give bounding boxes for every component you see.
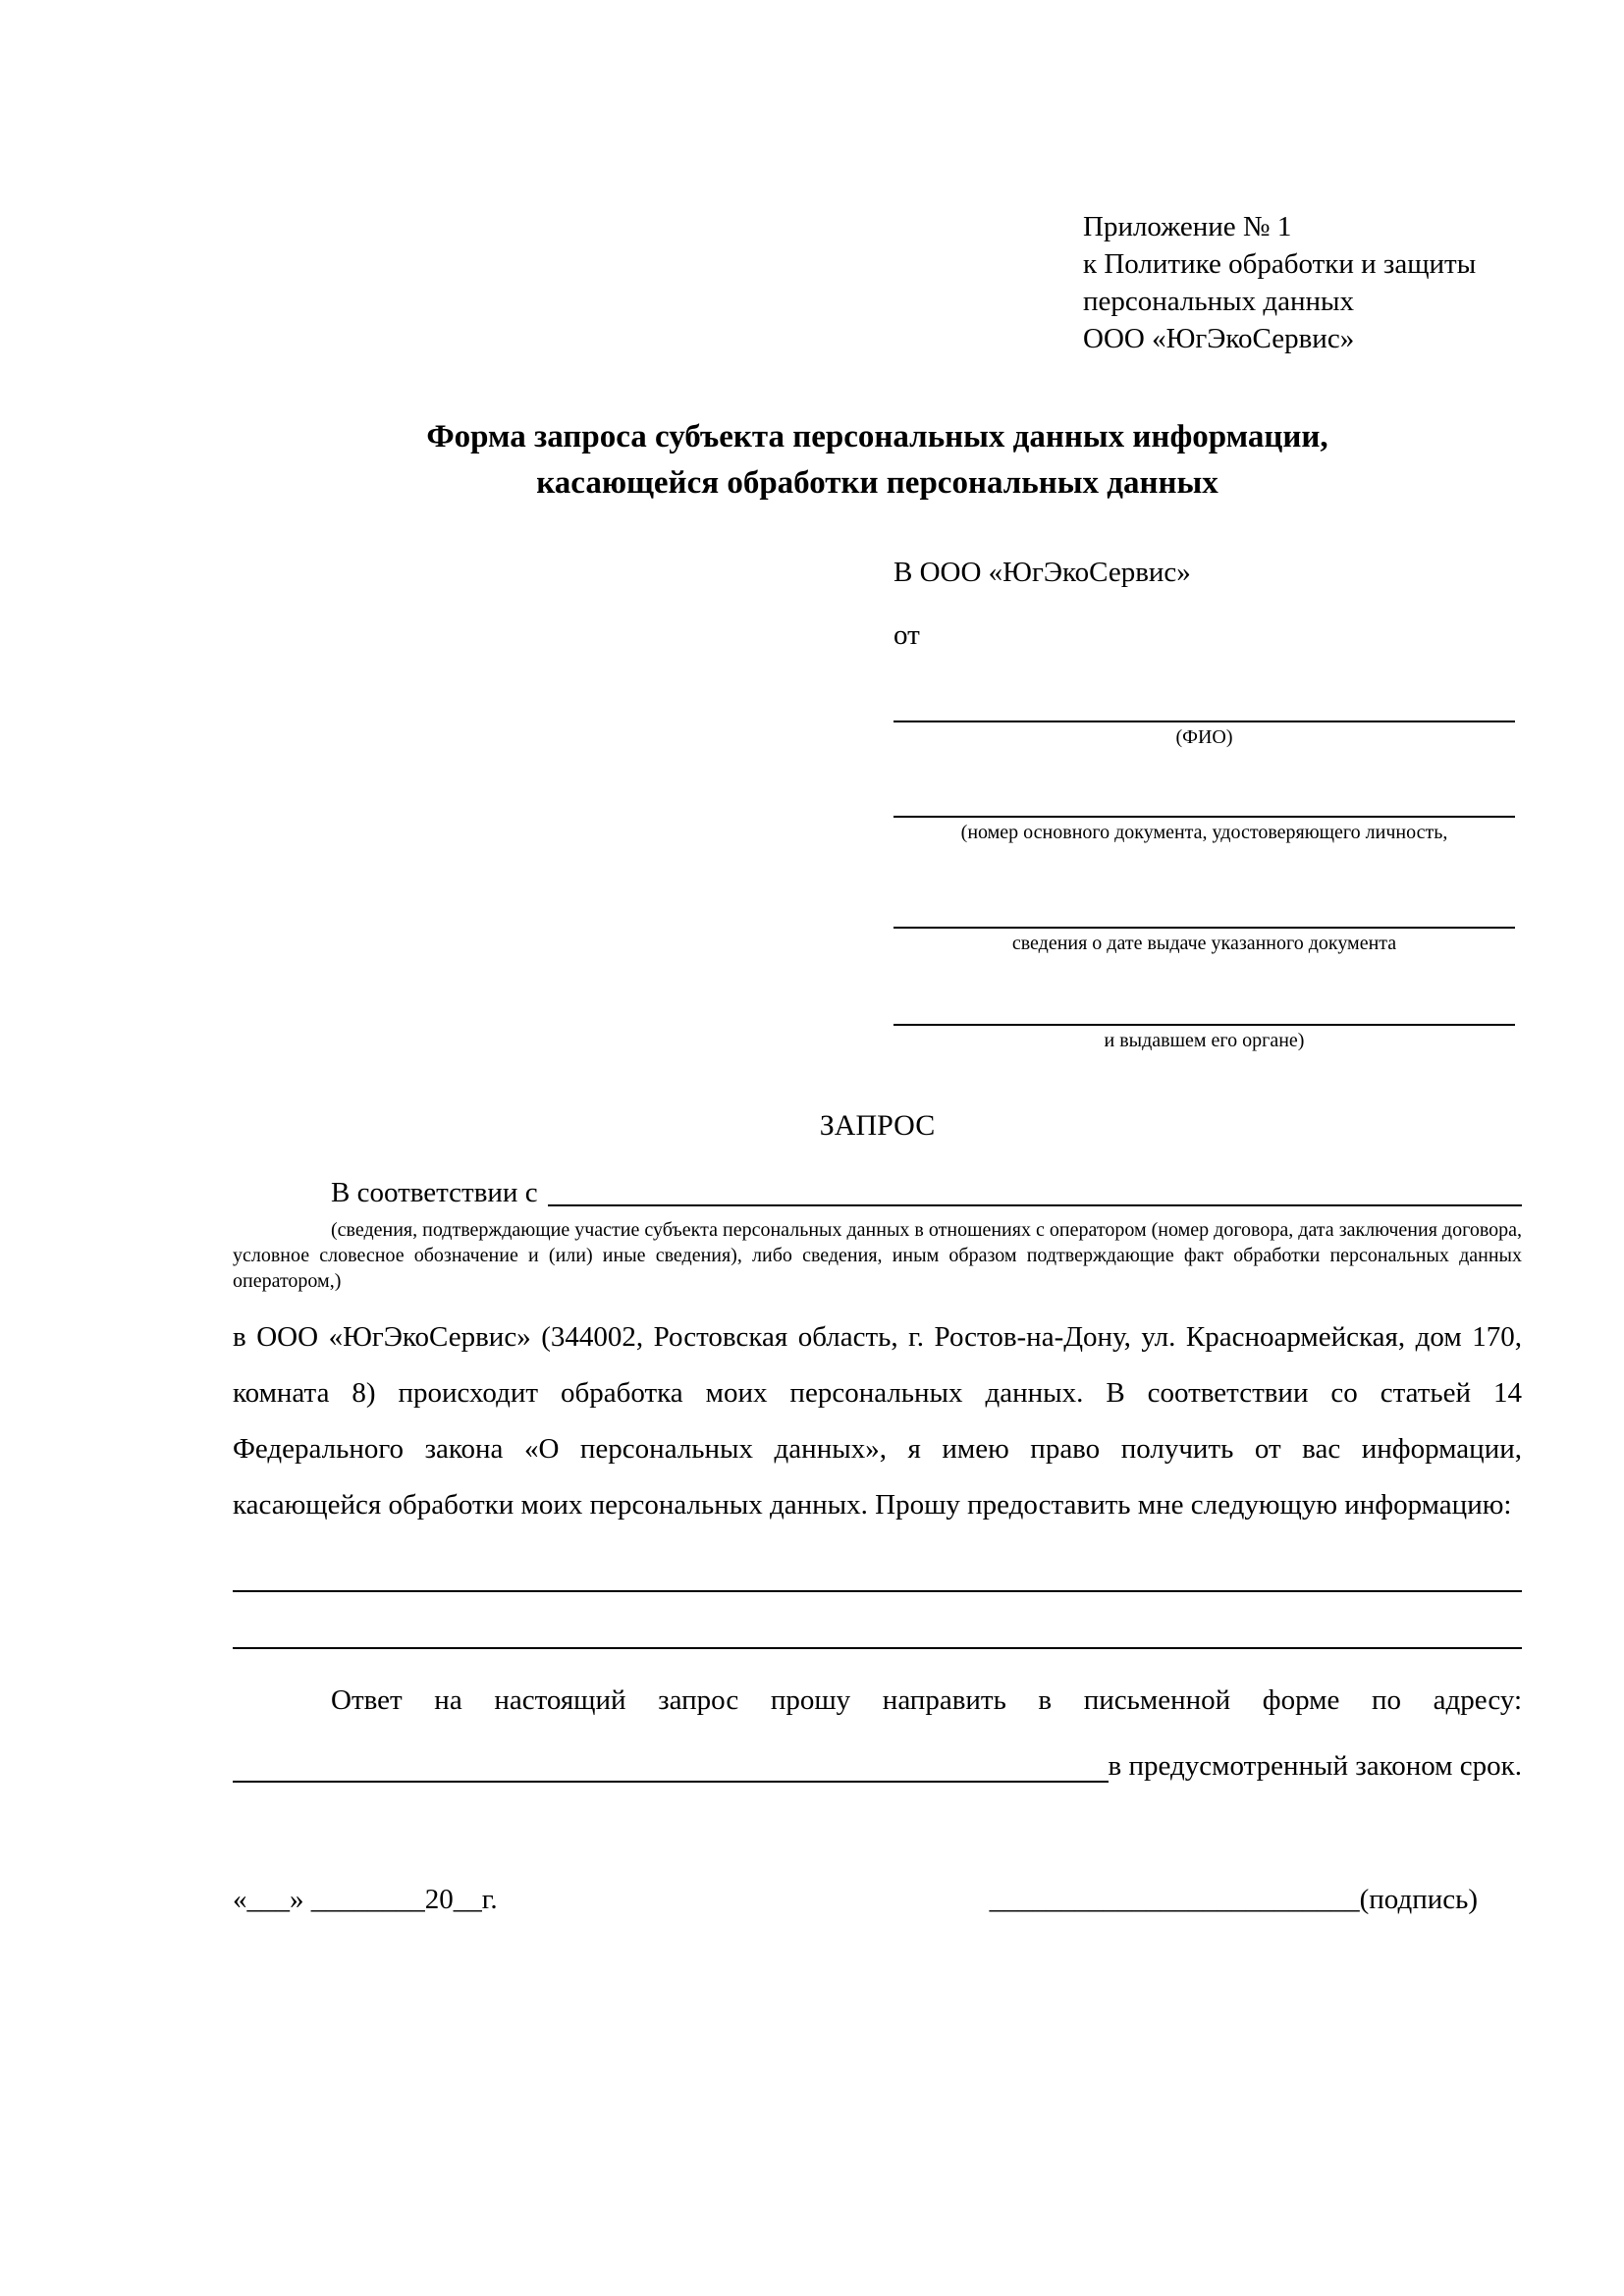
issuing-authority-caption: и выдавшем его органе) <box>1104 1030 1305 1051</box>
appendix-header <box>1083 208 1522 357</box>
appendix-line-1: Приложение № 1 <box>1083 211 1292 242</box>
address-fill-line[interactable] <box>233 1738 1109 1783</box>
issue-date-caption: сведения о дате выдаче указанного документа <box>1011 933 1397 954</box>
document-number-fill-line[interactable] <box>893 778 1515 818</box>
issue-date-field <box>893 889 1515 955</box>
document-number-field <box>893 778 1515 844</box>
date-blank[interactable]: «___» ________20__г. <box>233 1884 498 1915</box>
appendix-line-2: к Политике обработки и защиты <box>1083 248 1477 280</box>
address-row <box>233 1738 1522 1794</box>
document-title-line-1: Форма запроса субъекта персональных данных информации, <box>426 419 1328 454</box>
information-fill-line-1[interactable] <box>233 1590 1522 1592</box>
appendix-line-3: персональных данных <box>1083 286 1355 317</box>
signature-group <box>990 1881 1478 1918</box>
signature-blank[interactable]: __________________________ <box>989 1884 1360 1915</box>
intro-prefix: В соответствии с <box>331 1177 538 1208</box>
signature-label: (подпись) <box>1359 1884 1478 1915</box>
addressee-from-label: от <box>893 619 920 651</box>
intro-row <box>233 1174 1522 1211</box>
answer-paragraph: Ответ на настоящий запрос прошу направить в письменной форме по адресу: <box>331 1684 1522 1716</box>
document-number-caption: (номер основного документа, удостоверяющего личность, <box>960 822 1448 843</box>
answer-suffix: в предусмотренный законом срок. <box>1108 1750 1522 1782</box>
addressee-to: В ООО «ЮгЭкоСервис» <box>893 557 1191 588</box>
issuing-authority-fill-line[interactable] <box>893 987 1515 1026</box>
issuing-authority-field <box>893 987 1515 1052</box>
addressee-block <box>893 554 1515 1052</box>
fio-caption: (ФИО) <box>1175 726 1233 748</box>
small-print-note: (сведения, подтверждающие участие субъекта персональных данных в отношениях с оператором (номер договора, дата заключения договора, условное словесное обозначение и (или) иные сведения), либо сведения, иным образом подтверждающие факт обработки персональных данных оператором,) <box>233 1219 1522 1292</box>
document-title-line-2: касающейся обработки персональных данных <box>536 465 1218 501</box>
basis-fill-line[interactable] <box>548 1174 1522 1206</box>
fio-fill-line[interactable] <box>893 683 1515 722</box>
issue-date-fill-line[interactable] <box>893 889 1515 929</box>
date-signature-row <box>233 1881 1522 1918</box>
fio-field <box>893 683 1515 749</box>
request-heading: ЗАПРОС <box>819 1109 936 1142</box>
document-title <box>233 414 1522 507</box>
body-paragraph: в ООО «ЮгЭкоСервис» (344002, Ростовская область, г. Ростов-на-Дону, ул. Красноармейская, дом 170, комната 8) происходит обработка моих персональных данных. В соответствии со статьей 14 Федерального закона «О персональных данных», я имею право получить от вас информации, касающейся обработки моих персональных данных. Прошу предоставить мне следующую информацию: <box>233 1321 1522 1521</box>
information-fill-line-2[interactable] <box>233 1647 1522 1649</box>
appendix-line-4: ООО «ЮгЭкоСервис» <box>1083 323 1355 354</box>
